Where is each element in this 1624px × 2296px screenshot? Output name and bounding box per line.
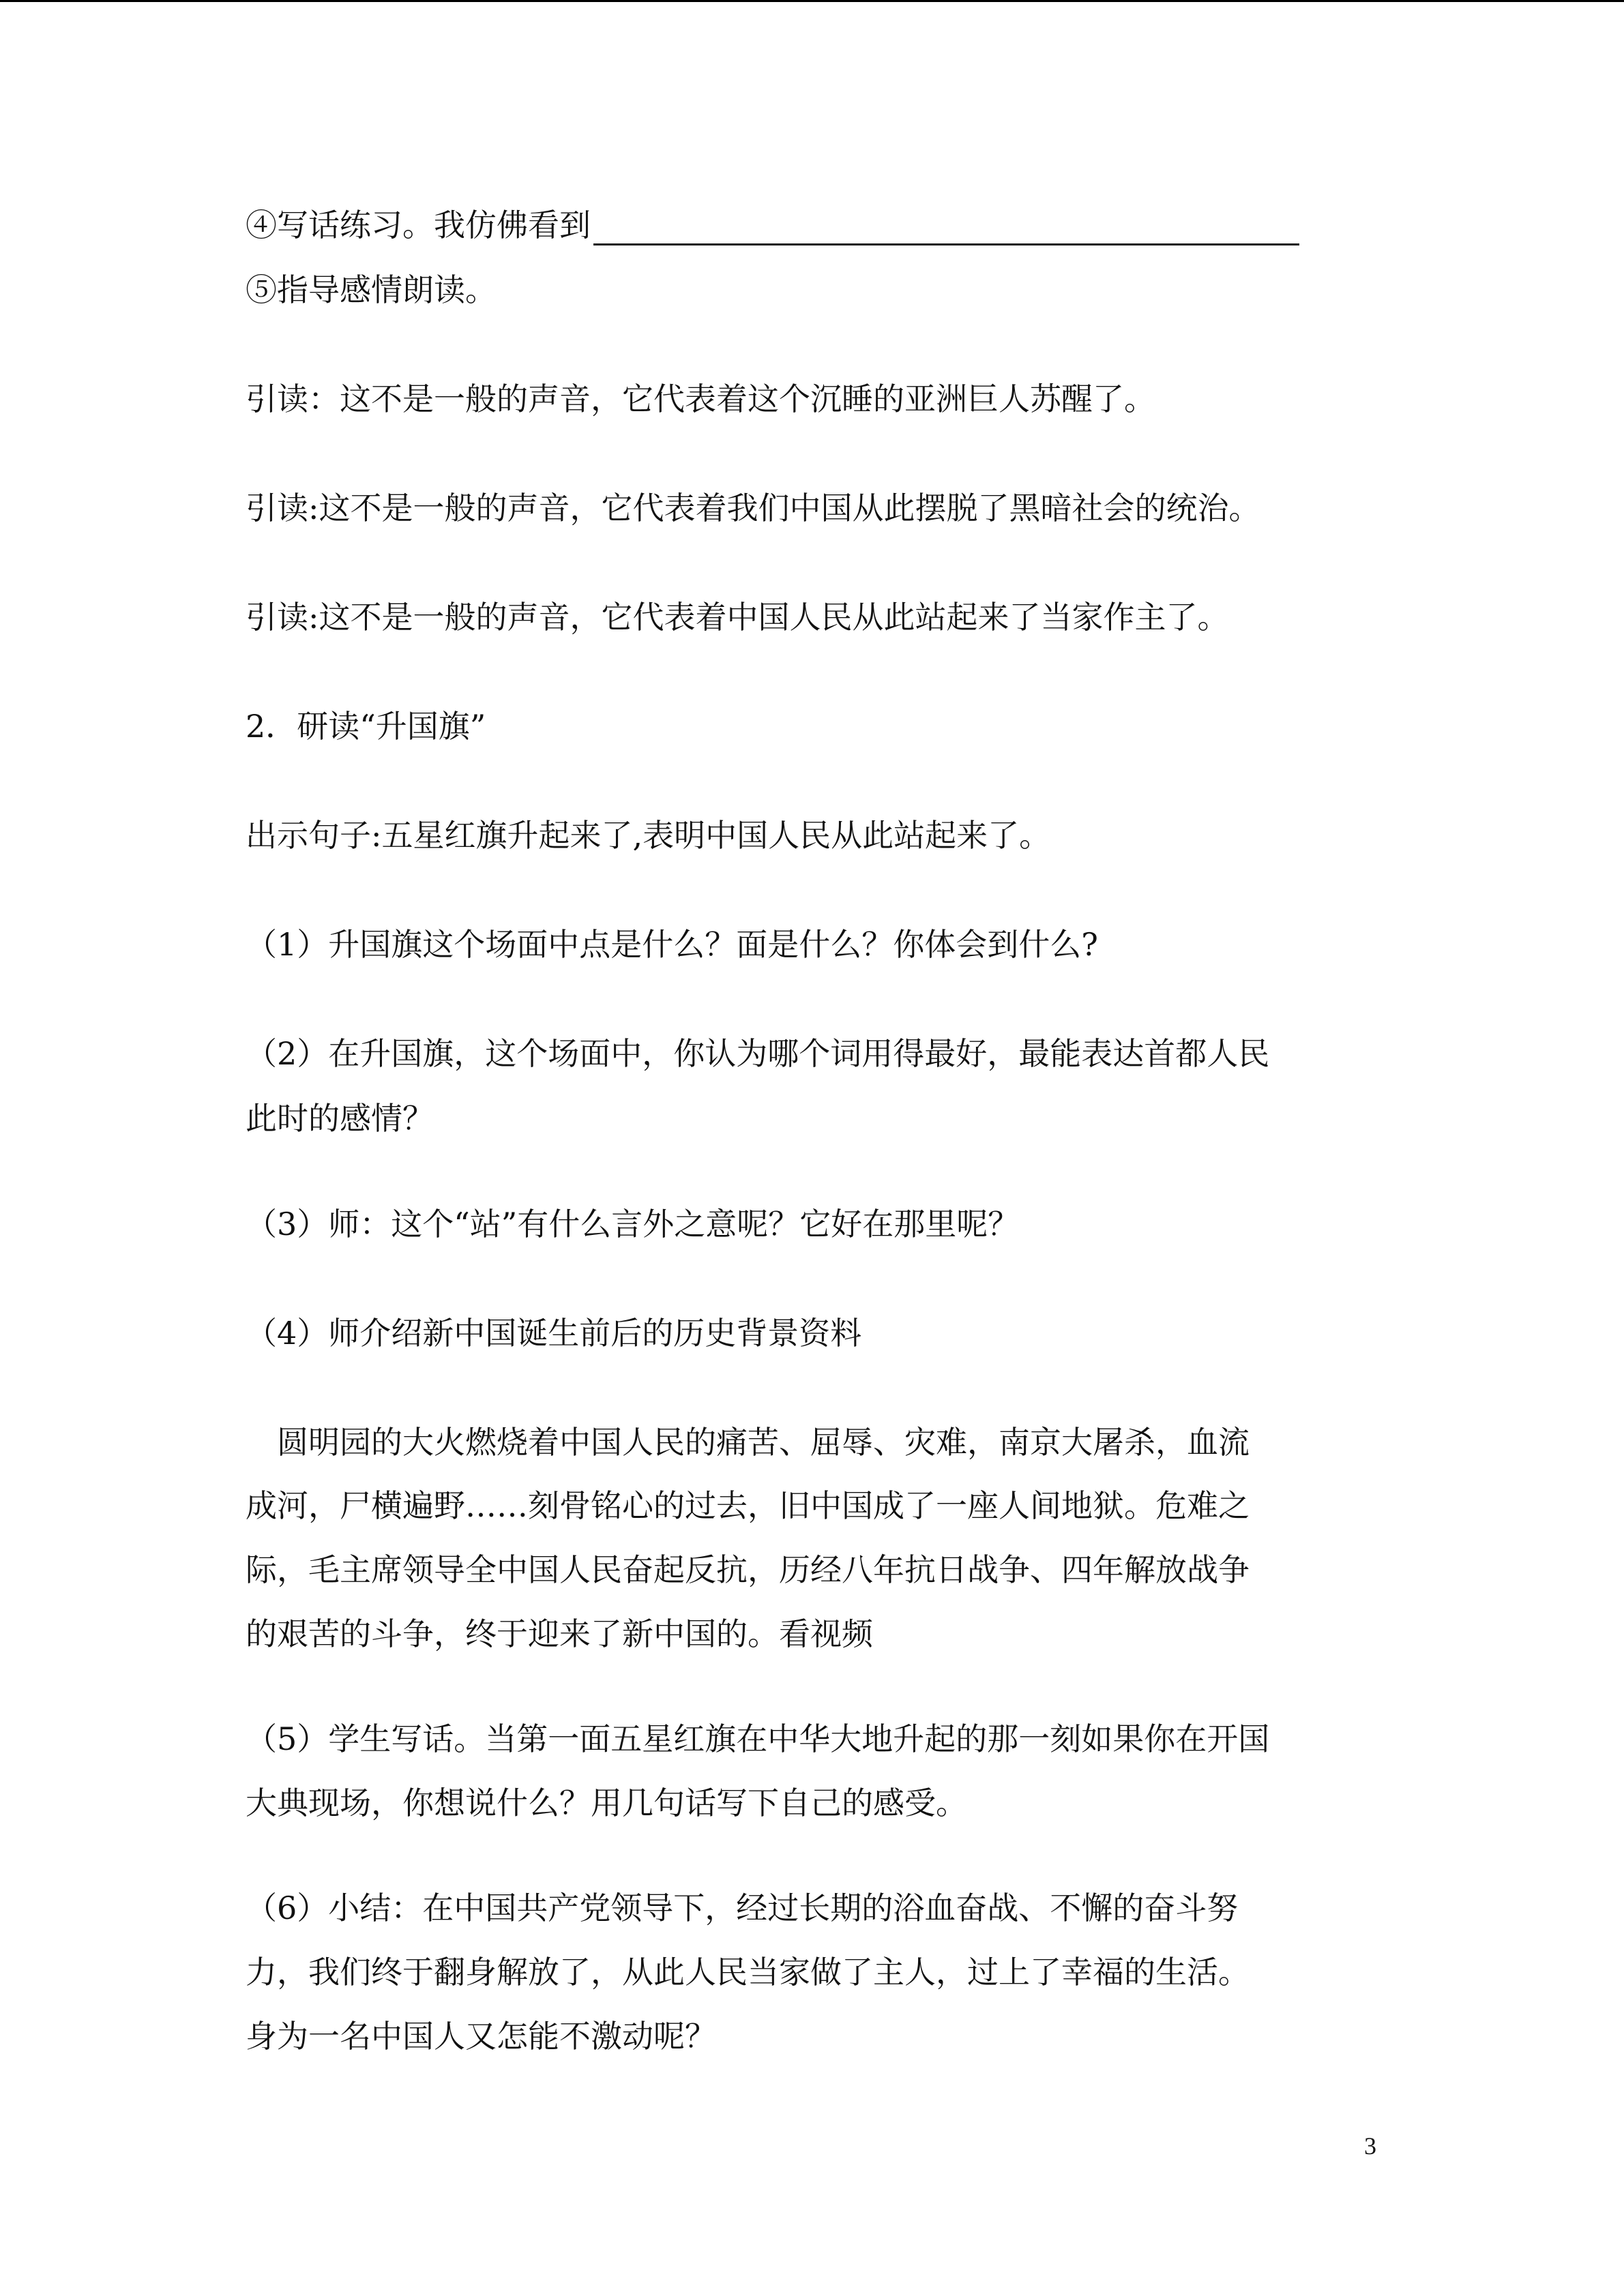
guided-reading-2: 引读:这不是一般的声音，它代表着我们中国从此摆脱了黑暗社会的统治。 (246, 490, 1260, 526)
history-paragraph-line-4: 的艰苦的斗争，终于迎来了新中国的。看视频 (246, 1615, 873, 1652)
question-1: （1）升国旗这个场面中点是什么？面是什么？你体会到什么? (246, 926, 1098, 963)
writing-practice-item (246, 205, 1299, 245)
question-2-line-1: （2）在升国旗，这个场面中，你认为哪个词用得最好，最能表达首都人民 (246, 1035, 1270, 1072)
question-3: （3）师：这个“站”有什么言外之意呢？它好在那里呢？ (246, 1206, 1020, 1242)
page-number: 3 (1364, 2132, 1376, 2160)
history-paragraph-line-3: 际，毛主席领导全中国人民奋起反抗，历经八年抗日战争、四年解放战争 (246, 1551, 1250, 1588)
section-heading-2: 2．研读“升国旗” (246, 708, 486, 745)
question-2-line-2: 此时的感情？ (246, 1100, 434, 1137)
page-top-border (0, 0, 1624, 2)
show-sentence: 出示句子:五星红旗升起来了,表明中国人民从此站起来了。 (246, 817, 1051, 854)
question-6-line-2: 力，我们终于翻身解放了，从此人民当家做了主人，过上了幸福的生活。 (246, 1954, 1250, 1991)
guided-reading-1: 引读：这不是一般的声音，它代表着这个沉睡的亚洲巨人苏醒了。 (246, 381, 1155, 417)
guided-reading-3: 引读:这不是一般的声音，它代表着中国人民从此站起来了当家作主了。 (246, 599, 1229, 636)
emotional-reading-item: ⑤指导感情朗读。 (246, 271, 497, 308)
history-paragraph-line-1: 圆明园的大火燃烧着中国人民的痛苦、屈辱、灾难，南京大屠杀，血流 (246, 1424, 1250, 1461)
question-6-line-1: （6）小结：在中国共产党领导下，经过长期的浴血奋战、不懈的奋斗努 (246, 1890, 1239, 1926)
question-5-line-1: （5）学生写话。当第一面五星红旗在中华大地升起的那一刻如果你在开国 (246, 1720, 1270, 1757)
history-paragraph-line-2: 成河，尸横遍野……刻骨铭心的过去，旧中国成了一座人间地狱。危难之 (246, 1487, 1250, 1524)
writing-blank-line (593, 208, 1299, 245)
question-6-line-3: 身为一名中国人又怎能不激动呢？ (246, 2018, 716, 2055)
question-5-line-2: 大典现场，你想说什么？用几句话写下自己的感受。 (246, 1785, 967, 1821)
writing-practice-prompt: ④写话练习。我仿佛看到 (246, 207, 591, 243)
question-4: （4）师介绍新中国诞生前后的历史背景资料 (246, 1315, 862, 1352)
